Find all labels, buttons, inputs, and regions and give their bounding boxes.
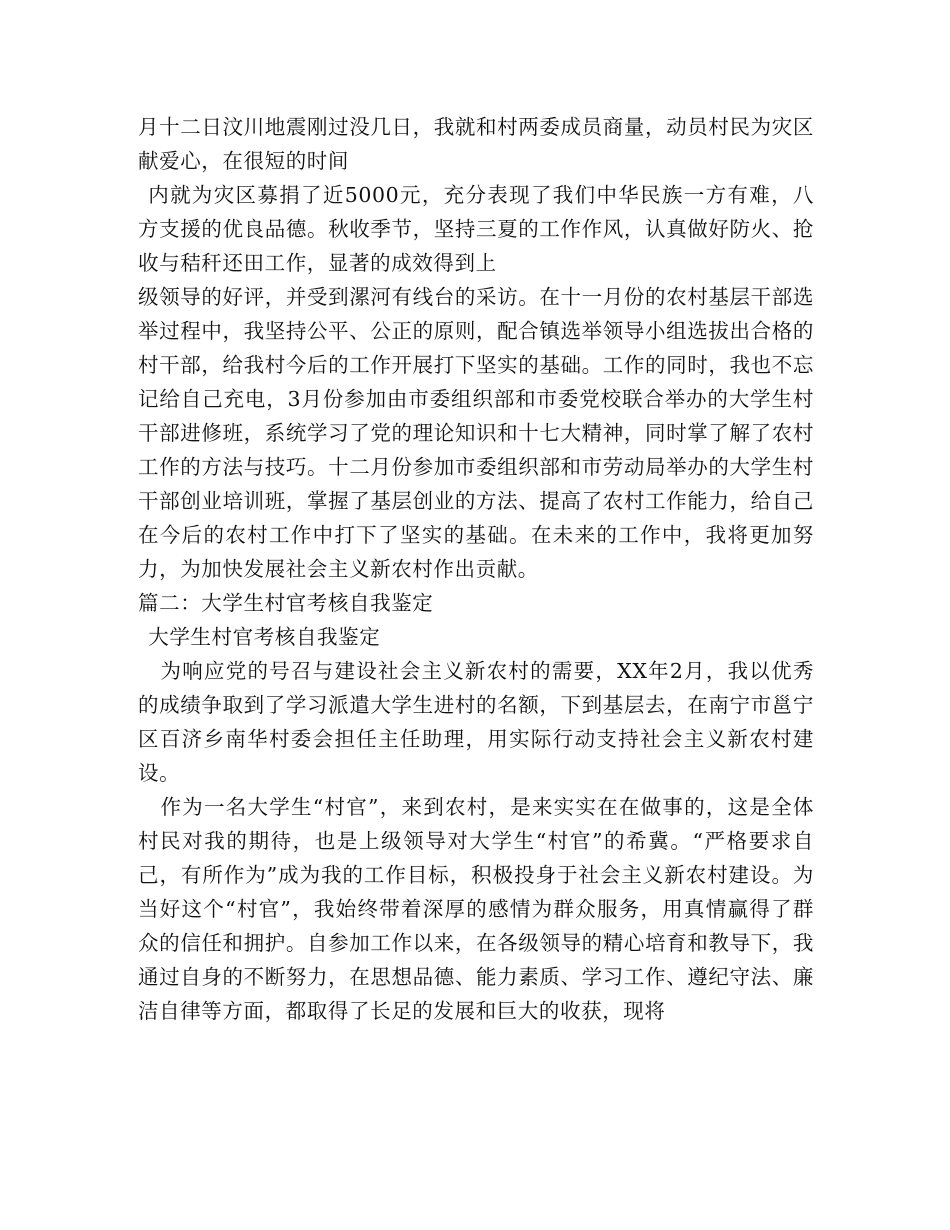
- paragraph-donation-amount: 内就为灾区募捐了近5000元，充分表现了我们中华民族一方有难，八方支援的优良品德。秋收季节，坚持三夏的工作作风，认真做好防火、抢收与秸秆还田工作，显著的成效得到上: [138, 183, 814, 275]
- paragraph-work-summary: 级领导的好评，并受到漯河有线台的采访。在十一月份的农村基层干部选举过程中，我坚持公平、公正的原则，配合镇选举领导小组选拔出合格的村干部，给我村今后的工作开展打下坚实的基础。工作的同时，我也不忘记给自己充电，3月份参加由市委组织部和市委党校联合举办的大学生村干部进修班，系统学习了党的理论知识和十七大精神，同时掌了解了农村工作的方法与技巧。十二月份参加市委组织部和市劳动局举办的大学生村干部创业培训班，掌握了基层创业的方法、提高了农村工作能力，给自己在今后的农村工作中打下了坚实的基础。在未来的工作中，我将更加努力，为加快发展社会主义新农村作出贡献。: [138, 285, 814, 581]
- document-body: [138, 110, 814, 1028]
- paragraph-introduction: 为响应党的号召与建设社会主义新农村的需要，XX年2月，我以优秀的成绩争取到了学习派遣大学生进村的名额，下到基层去，在南宁市邕宁区百济乡南华村委会担任主任助理，用实际行动支持社会主义新农村建设。: [138, 659, 814, 785]
- section-heading: 篇二：大学生村官考核自我鉴定: [138, 591, 434, 615]
- paragraph-earthquake-donation: 月十二日汶川地震刚过没几日，我就和村两委成员商量，动员村民为灾区献爱心，在很短的时间: [138, 115, 814, 173]
- paragraph-village-official-role: 作为一名大学生“村官”，来到农村，是来实实在在做事的，这是全体村民对我的期待，也是上级领导对大学生“村官”的希冀。“严格要求自己，有所作为”成为我的工作目标，积极投身于社会主义新农村建设。为当好这个“村官”，我始终带着深厚的感情为群众服务，用真情赢得了群众的信任和拥护。自参加工作以来，在各级领导的精心培育和教导下，我通过自身的不断努力，在思想品德、能力素质、学习工作、遵纪守法、廉洁自律等方面，都取得了长足的发展和巨大的收获，现将: [138, 795, 814, 1023]
- section-subtitle: 大学生村官考核自我鉴定: [148, 625, 381, 649]
